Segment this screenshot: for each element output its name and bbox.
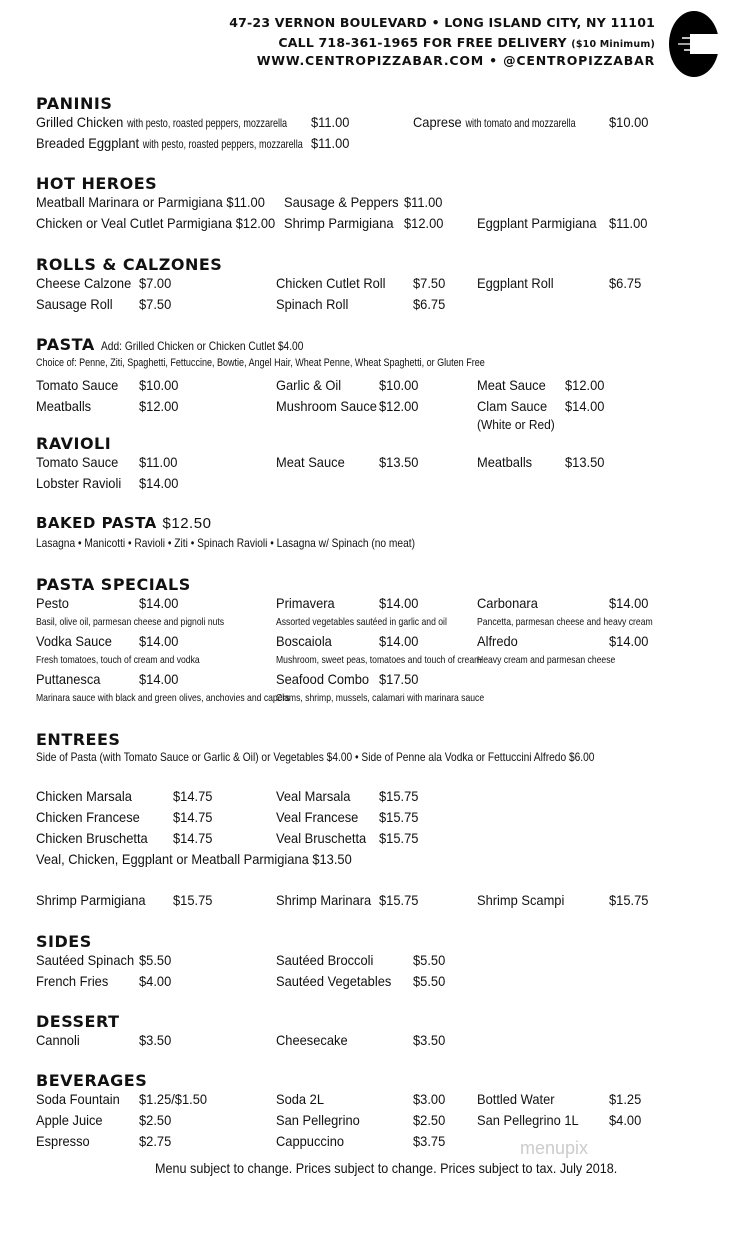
- item-price: $14.00: [139, 671, 179, 687]
- item-name: Chicken Bruschetta: [36, 830, 148, 846]
- item-name: Sausage & Peppers: [284, 194, 399, 210]
- item-price: $14.00: [609, 595, 649, 611]
- section-title-heroes: HOT HEROES: [36, 174, 158, 193]
- item-desc: with pesto, roasted peppers, mozzarella: [142, 137, 303, 151]
- item-price: $5.50: [139, 952, 172, 968]
- item-price: $15.75: [379, 809, 419, 825]
- item-name: Chicken or Veal Cutlet Parmigiana: [36, 215, 233, 231]
- item-price: $14.75: [173, 809, 213, 825]
- item-name: Lobster Ravioli: [36, 475, 122, 491]
- item-price: $2.50: [413, 1112, 446, 1128]
- pasta-title: PASTA: [36, 335, 95, 354]
- item-name: Breaded Eggplant: [36, 135, 140, 151]
- item-name: Clam Sauce: [477, 398, 548, 414]
- item-name: French Fries: [36, 973, 109, 989]
- item-price: $15.75: [379, 788, 419, 804]
- item-note: (White or Red): [477, 417, 555, 432]
- item-name: Espresso: [36, 1133, 90, 1149]
- section-title-pasta: [36, 335, 339, 354]
- item-price: $13.50: [379, 454, 419, 470]
- item-price: $14.00: [565, 398, 605, 414]
- item-price: $4.00: [139, 973, 172, 989]
- entrees-sides-note: Side of Pasta (with Tomato Sauce or Garlic & Oil) or Vegetables $4.00 • Side of Penne ala Vodka or Fettuccini Alfredo $6.00: [36, 750, 595, 764]
- section-title-baked: [36, 514, 211, 532]
- centro-c-logo-icon: [668, 10, 720, 78]
- item-price: $3.50: [139, 1032, 172, 1048]
- item-name: Cheese Calzone: [36, 275, 132, 291]
- item-name: Seafood Combo: [276, 671, 370, 687]
- item-name: Spinach Roll: [276, 296, 349, 312]
- item-price: $3.50: [413, 1032, 446, 1048]
- item-price: $1.25/$1.50: [139, 1091, 208, 1107]
- item-name: Apple Juice: [36, 1112, 103, 1128]
- item-name: Veal Bruschetta: [276, 830, 367, 846]
- item-price: $4.00: [609, 1112, 642, 1128]
- item-desc: Clams, shrimp, mussels, calamari with marinara sauce: [276, 692, 485, 704]
- item-price: $10.00: [379, 377, 419, 393]
- item-desc: Marinara sauce with black and green olives, anchovies and capers: [36, 692, 290, 704]
- item-name: Eggplant Roll: [477, 275, 554, 291]
- item-name: Caprese: [413, 114, 462, 130]
- item-name: Meatball Marinara or Parmigiana: [36, 194, 223, 210]
- section-title-rolls: ROLLS & CALZONES: [36, 255, 223, 274]
- item-name: Sautéed Spinach: [36, 952, 135, 968]
- item-name: Meatballs: [36, 398, 92, 414]
- item-name: Bottled Water: [477, 1091, 555, 1107]
- item-price: $5.50: [413, 952, 446, 968]
- section-title-entrees: ENTREES: [36, 730, 121, 749]
- item-name: Primavera: [276, 595, 335, 611]
- item-price: $15.75: [609, 892, 649, 908]
- item-price: $15.75: [379, 892, 419, 908]
- item-price: $2.75: [139, 1133, 172, 1149]
- item-price: $5.50: [413, 973, 446, 989]
- item-name: Meat Sauce: [477, 377, 546, 393]
- delivery-line: [278, 35, 655, 50]
- item-price: $11.00: [139, 454, 178, 470]
- item-desc: Heavy cream and parmesan cheese: [477, 654, 616, 666]
- section-title-ravioli: RAVIOLI: [36, 434, 112, 453]
- item-price: $14.75: [173, 788, 213, 804]
- pasta-choice-note: Choice of: Penne, Ziti, Spaghetti, Fettuccine, Bowtie, Angel Hair, Wheat Penne, Wheat Spaghetti, or Gluten Free: [36, 357, 485, 369]
- item-name: Mushroom Sauce: [276, 398, 377, 414]
- baked-title: BAKED PASTA: [36, 514, 157, 532]
- baked-pasta-list: Lasagna • Manicotti • Ravioli • Ziti • Spinach Ravioli • Lasagna w/ Spinach (no meat): [36, 536, 416, 550]
- item-name: Tomato Sauce: [36, 454, 119, 470]
- item-name: Soda Fountain: [36, 1091, 120, 1107]
- item-desc: with pesto, roasted peppers, mozzarella: [126, 116, 287, 130]
- address-line: 47-23 VERNON BOULEVARD • LONG ISLAND CITY, NY 11101: [229, 15, 655, 30]
- item-price: $14.00: [609, 633, 649, 649]
- item-price: $10.00: [609, 114, 649, 130]
- item-desc: Pancetta, parmesan cheese and heavy cream: [477, 616, 653, 628]
- item-name: Shrimp Marinara: [276, 892, 372, 908]
- item-price: $15.75: [173, 892, 213, 908]
- item-name: Cappuccino: [276, 1133, 345, 1149]
- item-price: $12.00: [565, 377, 605, 393]
- menupix-watermark: menupix: [520, 1138, 589, 1158]
- baked-price: $12.50: [162, 515, 212, 532]
- item-price: $11.00: [609, 215, 648, 231]
- delivery-text: CALL 718-361-1965 FOR FREE DELIVERY: [278, 35, 567, 50]
- item-price: $14.00: [139, 595, 179, 611]
- item-price: $15.75: [379, 830, 419, 846]
- item-name: Eggplant Parmigiana: [477, 215, 597, 231]
- item-price: $17.50: [379, 671, 419, 687]
- item-name: Cannoli: [36, 1032, 80, 1048]
- delivery-minimum: ($10 Minimum): [571, 39, 655, 50]
- item-name: Veal Marsala: [276, 788, 351, 804]
- item-price: $14.00: [379, 595, 419, 611]
- item-name: Garlic & Oil: [276, 377, 342, 393]
- item-name: Boscaiola: [276, 633, 332, 649]
- section-title-specials: PASTA SPECIALS: [36, 575, 191, 594]
- item-desc: Assorted vegetables sautéed in garlic and oil: [276, 616, 447, 628]
- item-desc: Basil, olive oil, parmesan cheese and pignoli nuts: [36, 616, 225, 628]
- item-price: $7.50: [139, 296, 172, 312]
- item-name: Shrimp Parmigiana: [36, 892, 146, 908]
- item-price: $14.00: [139, 633, 179, 649]
- item-price: $14.00: [139, 475, 179, 491]
- item-name: Vodka Sauce: [36, 633, 112, 649]
- item-price: $13.50: [565, 454, 605, 470]
- item-price: $2.50: [139, 1112, 172, 1128]
- item-name: Meatballs: [477, 454, 533, 470]
- item-name: Pesto: [36, 595, 69, 611]
- item-name: Grilled Chicken: [36, 114, 124, 130]
- item-price: $14.00: [379, 633, 419, 649]
- item-price: $11.00: [226, 194, 265, 210]
- web-line: WWW.CENTROPIZZABAR.COM • @CENTROPIZZABAR: [256, 53, 655, 68]
- item-price: $3.75: [413, 1133, 446, 1149]
- item-name: Alfredo: [477, 633, 518, 649]
- item-price: $1.25: [609, 1091, 642, 1107]
- section-title-sides: SIDES: [36, 932, 92, 951]
- item-name: Veal Francese: [276, 809, 359, 825]
- item-price: $12.00: [404, 215, 444, 231]
- section-title-paninis: PANINIS: [36, 94, 113, 113]
- item-price: $12.00: [139, 398, 179, 414]
- item-name: San Pellegrino: [276, 1112, 360, 1128]
- pasta-add-note: Add: Grilled Chicken or Chicken Cutlet $4.00: [100, 339, 304, 353]
- parmigiana-line: Veal, Chicken, Eggplant or Meatball Parmigiana $13.50: [36, 851, 352, 867]
- item-price: $11.00: [311, 135, 350, 151]
- item-desc: with tomato and mozzarella: [465, 116, 576, 130]
- item-price: $14.75: [173, 830, 213, 846]
- item-price: $7.50: [413, 275, 446, 291]
- item-price: $3.00: [413, 1091, 446, 1107]
- item-price: $11.00: [404, 194, 443, 210]
- item-price: $10.00: [139, 377, 179, 393]
- menu-item: [413, 114, 600, 130]
- item-name: San Pellegrino 1L: [477, 1112, 579, 1128]
- footer-disclaimer: Menu subject to change. Prices subject to change. Prices subject to tax. July 2018.: [155, 1160, 618, 1176]
- item-name: Soda 2L: [276, 1091, 324, 1107]
- menu-item: [36, 135, 338, 151]
- item-price: $7.00: [139, 275, 172, 291]
- item-name: Carbonara: [477, 595, 538, 611]
- item-desc: Fresh tomatoes, touch of cream and vodka: [36, 654, 200, 666]
- section-title-beverages: BEVERAGES: [36, 1071, 148, 1090]
- item-price: $11.00: [311, 114, 350, 130]
- item-price: $12.00: [379, 398, 419, 414]
- item-name: Sautéed Vegetables: [276, 973, 392, 989]
- item-name: Chicken Francese: [36, 809, 140, 825]
- item-name: Shrimp Parmigiana: [284, 215, 394, 231]
- item-name: Puttanesca: [36, 671, 101, 687]
- item-name: Tomato Sauce: [36, 377, 119, 393]
- menu-item: [36, 194, 265, 210]
- item-desc: Mushroom, sweet peas, tomatoes and touch of cream: [276, 654, 482, 666]
- item-name: Meat Sauce: [276, 454, 345, 470]
- item-name: Chicken Marsala: [36, 788, 132, 804]
- item-name: Shrimp Scampi: [477, 892, 565, 908]
- item-name: Chicken Cutlet Roll: [276, 275, 386, 291]
- item-price: $12.00: [235, 215, 276, 231]
- item-name: Sautéed Broccoli: [276, 952, 374, 968]
- item-price: $6.75: [609, 275, 642, 291]
- section-title-dessert: DESSERT: [36, 1012, 120, 1031]
- item-price: $6.75: [413, 296, 446, 312]
- item-name: Cheesecake: [276, 1032, 348, 1048]
- item-name: Sausage Roll: [36, 296, 113, 312]
- menu-item: [36, 114, 322, 130]
- menu-item: [36, 215, 275, 231]
